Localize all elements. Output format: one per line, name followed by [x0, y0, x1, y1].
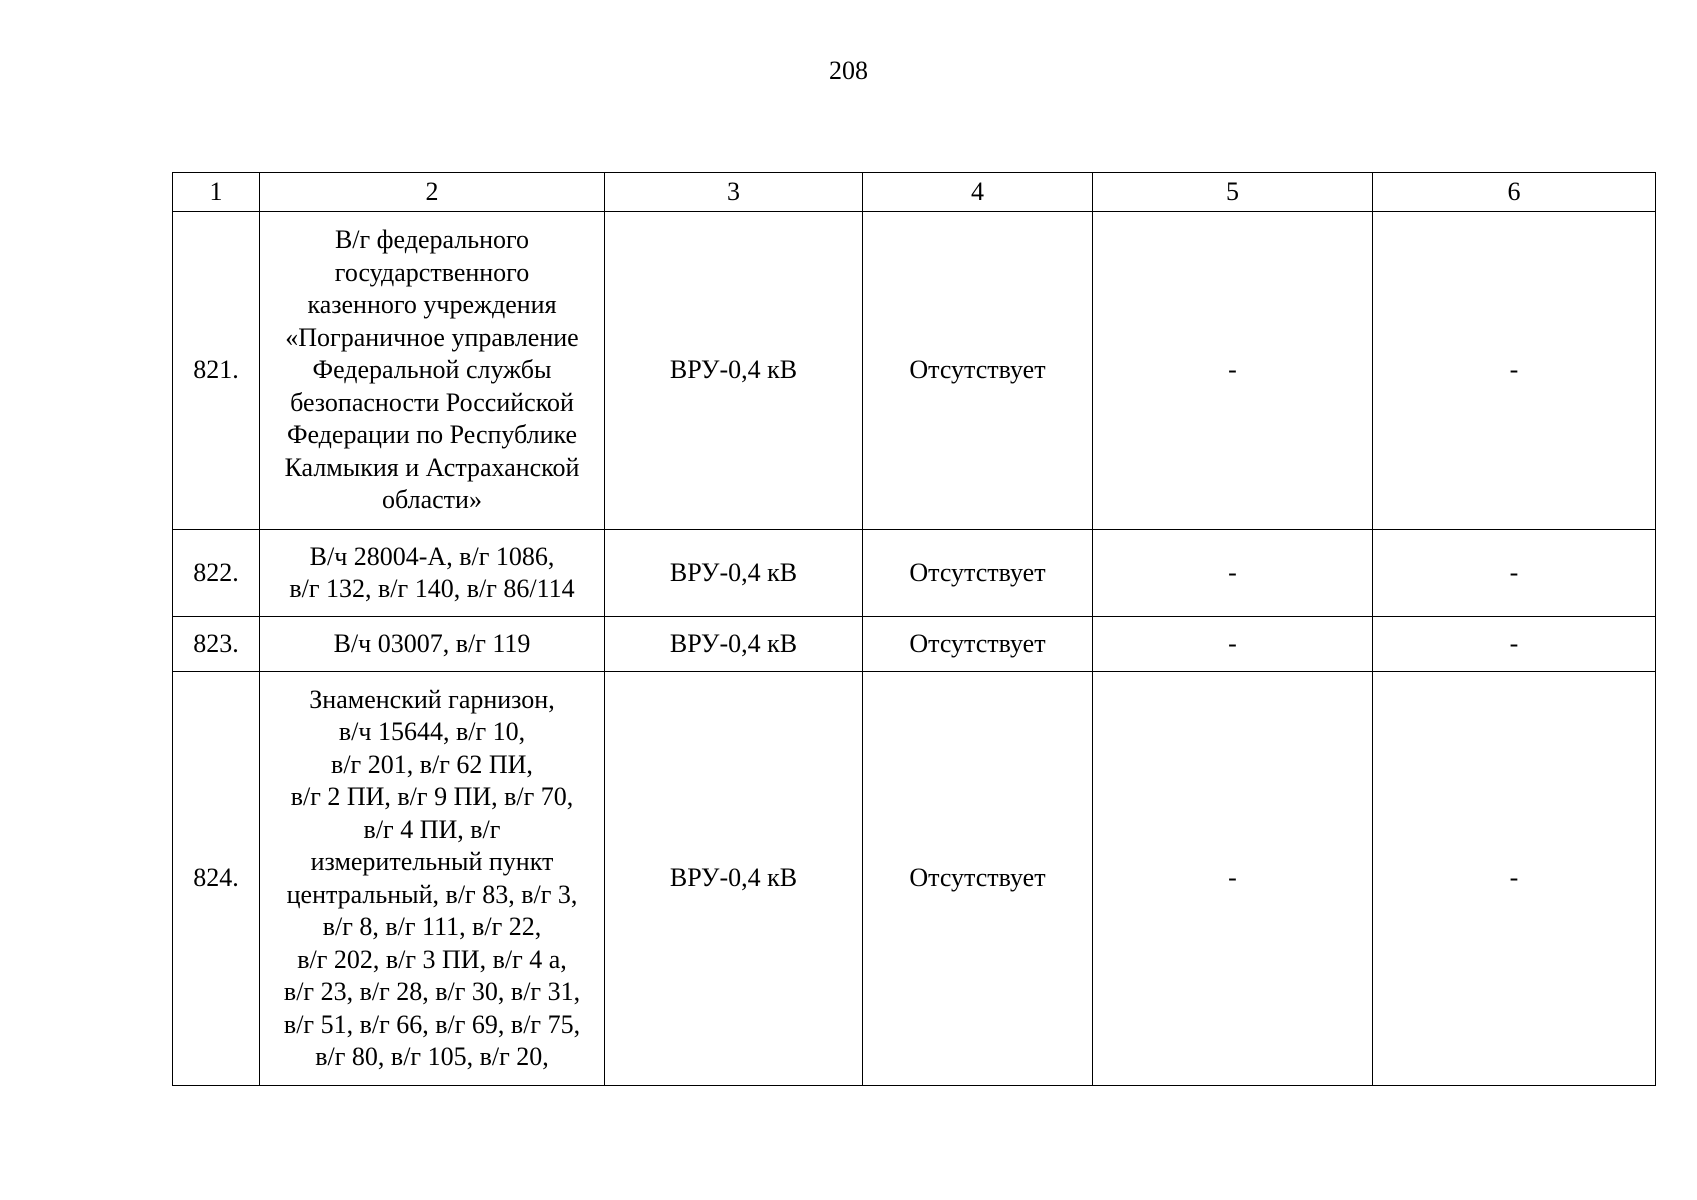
object-name: [260, 530, 605, 617]
equipment-cell: ВРУ-0,4 кВ: [605, 530, 863, 617]
table-row: [173, 672, 1656, 1086]
equipment-cell: ВРУ-0,4 кВ: [605, 212, 863, 530]
status-cell: Отсутствует: [863, 530, 1093, 617]
object-name-line: измерительный пункт: [310, 847, 554, 876]
object-name-line: В/ч 28004-А, в/г 1086,: [309, 541, 555, 571]
row-number: 824.: [173, 672, 260, 1086]
header-row: [173, 173, 1656, 212]
header-col-4: 4: [863, 173, 1093, 212]
table-row: [173, 212, 1656, 530]
col6-cell: -: [1373, 617, 1656, 672]
object-name-line: «Пограничное управление: [285, 322, 579, 352]
row-number: 822.: [173, 530, 260, 617]
row-number: 821.: [173, 212, 260, 530]
status-cell: Отсутствует: [863, 617, 1093, 672]
header-col-3: 3: [605, 173, 863, 212]
col5-cell: -: [1093, 212, 1373, 530]
object-name-line: в/ч 15644, в/г 10,: [338, 717, 526, 746]
object-name-line: казенного учреждения: [307, 290, 557, 320]
header-col-2: 2: [260, 173, 605, 212]
object-name-line: в/г 8, в/г 111, в/г 22,: [322, 912, 542, 941]
object-name-line: Федеральной службы: [312, 355, 552, 385]
page-number: 208: [829, 56, 868, 85]
object-name-line: области»: [382, 485, 482, 515]
col6-cell: -: [1373, 530, 1656, 617]
col6-cell: -: [1373, 672, 1656, 1086]
object-name: [260, 672, 605, 1086]
table-row: [173, 530, 1656, 617]
status-cell: Отсутствует: [863, 212, 1093, 530]
object-name-line: в/г 2 ПИ, в/г 9 ПИ, в/г 70,: [290, 782, 574, 811]
header-col-5: 5: [1093, 173, 1373, 212]
col6-cell: -: [1373, 212, 1656, 530]
equipment-cell: ВРУ-0,4 кВ: [605, 672, 863, 1086]
object-name-line: в/г 51, в/г 66, в/г 69, в/г 75,: [283, 1009, 581, 1039]
object-name-line: в/г 201, в/г 62 ПИ,: [331, 749, 533, 779]
object-name: [260, 212, 605, 530]
object-name-line: в/г 4 ПИ, в/г: [363, 814, 501, 844]
object-name-line: в/г 202, в/г 3 ПИ, в/г 4 а,: [297, 944, 567, 974]
object-name-line: в/г 80, в/г 105, в/г 20,: [315, 1042, 549, 1071]
equipment-cell: ВРУ-0,4 кВ: [605, 617, 863, 672]
row-number: 823.: [173, 617, 260, 672]
table-row: [173, 617, 1656, 672]
object-name-line: В/г федерального: [334, 225, 530, 255]
header-col-1: 1: [173, 173, 260, 212]
col5-cell: -: [1093, 530, 1373, 617]
col5-cell: -: [1093, 617, 1373, 672]
object-name-line: Знаменский гарнизон,: [309, 684, 555, 714]
header-col-6: 6: [1373, 173, 1656, 212]
data-table: [172, 172, 1656, 1086]
object-name-line: Федерации по Республике: [286, 420, 578, 450]
object-name-line: центральный, в/г 83, в/г 3,: [286, 879, 578, 909]
object-name-line: государственного: [334, 257, 530, 287]
col5-cell: -: [1093, 672, 1373, 1086]
object-name-line: В/ч 03007, в/г 119: [333, 628, 531, 658]
object-name-line: безопасности Российской: [290, 387, 574, 417]
object-name-line: в/г 132, в/г 140, в/г 86/114: [289, 574, 575, 603]
status-cell: Отсутствует: [863, 672, 1093, 1086]
object-name: [260, 617, 605, 672]
object-name-line: Калмыкия и Астраханской: [284, 452, 580, 482]
object-name-line: в/г 23, в/г 28, в/г 30, в/г 31,: [283, 977, 581, 1006]
